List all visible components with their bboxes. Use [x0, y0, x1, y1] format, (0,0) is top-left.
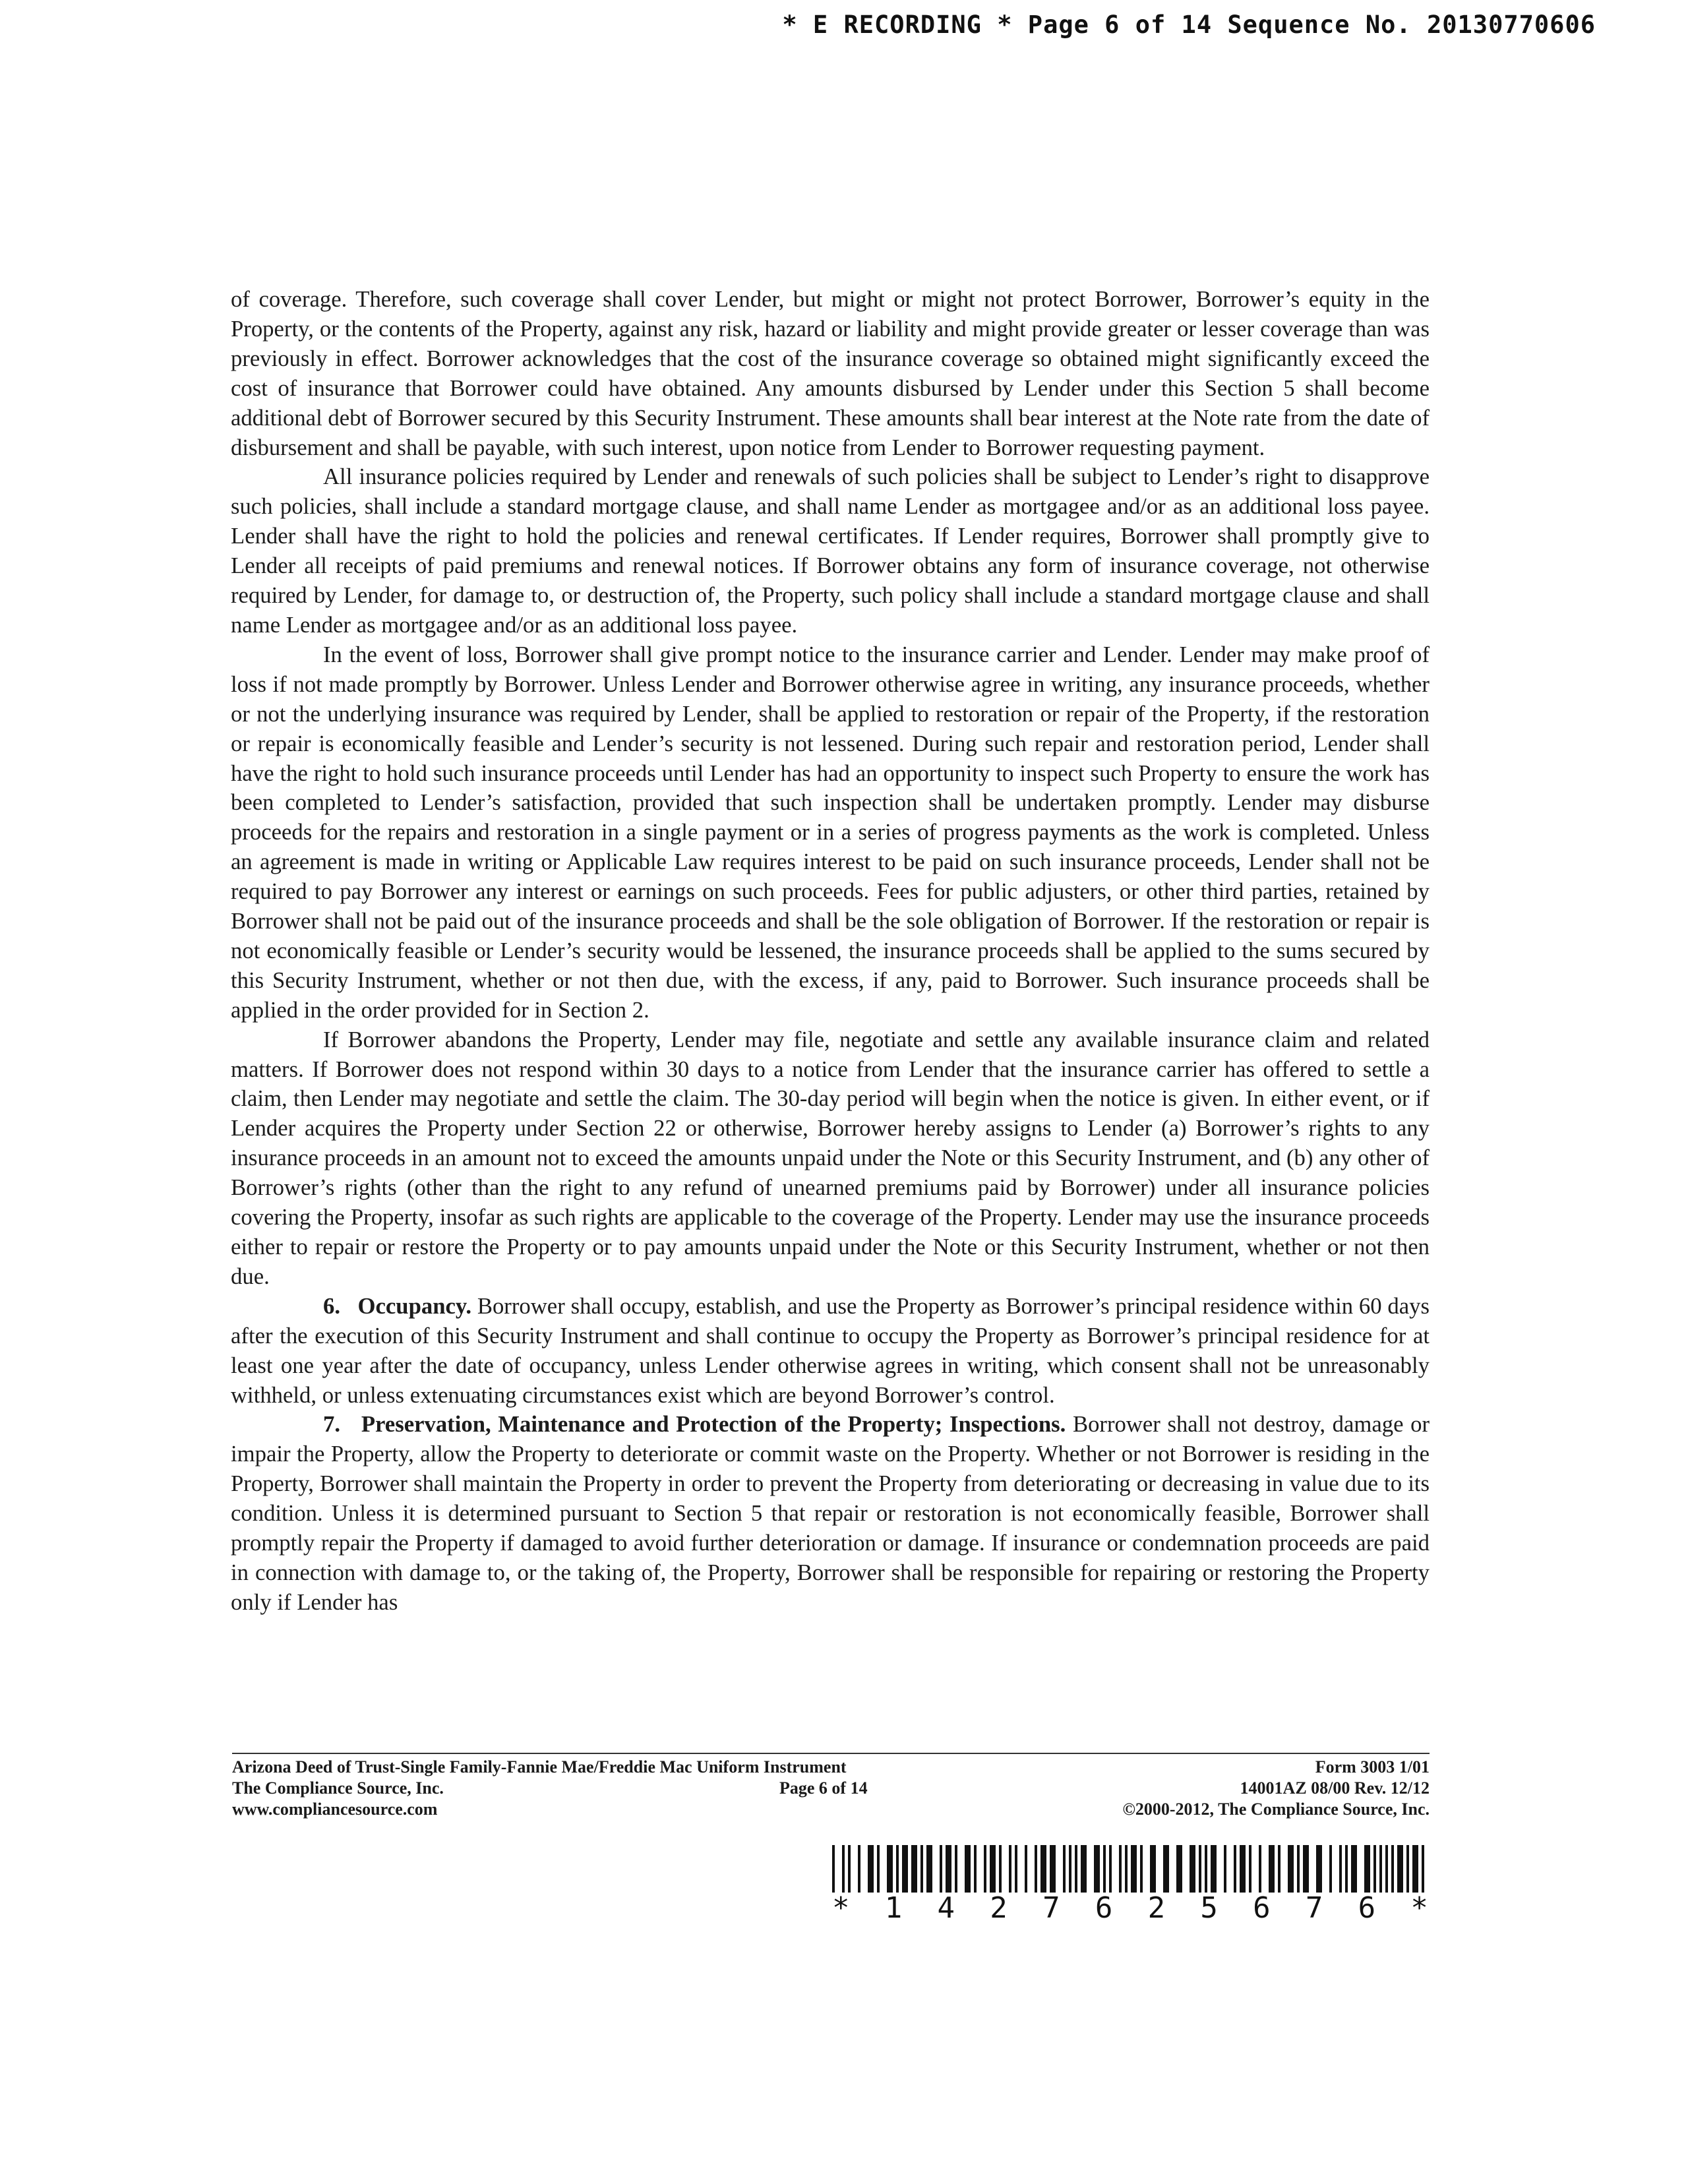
barcode-char: * [832, 1891, 850, 1925]
document-body [231, 285, 1430, 1618]
section-7-text: Borrower shall not destroy, damage or impair the Property, allow the Property to deteriorate or commit waste on the Property. Whether or not Borrower is residing in the Property, Borrower shall maintain the Property in order to prevent the Property from deteriorating or decreasing in value due to its condition. Unless it is determined pursuant to Section 5 that repair or restoration is not economically feasible, Borrower shall promptly repair the Property if damaged to avoid further deterioration or damage. If insurance or condemnation proceeds are paid in connection with damage to, or the taking of, the Property, Borrower shall be responsible for repairing or restoring the Property only if Lender has [231, 1411, 1430, 1615]
recording-header: * E RECORDING * Page 6 of 14 Sequence No. 20130770606 [782, 11, 1596, 39]
barcode-char: 6 [1358, 1891, 1376, 1925]
footer-website: www.compliancesource.com [232, 1800, 438, 1819]
paragraph-coverage: of coverage. Therefore, such coverage shall cover Lender, but might or might not protect Borrower, Borrower’s equity in the Property, or the contents of the Property, against any risk, hazard or liability and might provide greater or lesser coverage than was previously in effect. Borrower acknowledges that the cost of the insurance coverage so obtained might significantly exceed the cost of insurance that Borrower could have obtained. Any amounts disbursed by Lender under this Section 5 shall become additional debt of Borrower secured by this Security Instrument. These amounts shall bear interest at the Note rate from the date of disbursement and shall be payable, with such interest, upon notice from Lender to Borrower requesting payment. [231, 286, 1430, 460]
footer-form-number: Form 3003 1/01 [1315, 1757, 1430, 1776]
barcode-char: 5 [1200, 1891, 1218, 1925]
section-6-title: Occupancy. [357, 1292, 471, 1319]
paragraph-abandonment: If Borrower abandons the Property, Lender may file, negotiate and settle any available insurance claim and related matters. If Borrower does not respond within 30 days to a notice from Lender that the insurance carrier has offered to settle a claim, then Lender may negotiate and settle the claim. The 30-day period will begin when the notice is given. In either event, or if Lender acquires the Property under Section 22 or otherwise, Borrower hereby assigns to Lender (a) Borrower’s rights to any insurance proceeds in an amount not to exceed the amounts unpaid under the Note or this Security Instrument, and (b) any other of Borrower’s rights (other than the right to any refund of unearned premiums paid by Borrower) under all insurance policies covering the Property, insofar as such rights are applicable to the coverage of the Property. Lender may use the insurance proceeds either to repair or restore the Property or to pay amounts unpaid under the Note or this Security Instrument, whether or not then due. [231, 1026, 1430, 1289]
form-footer [232, 1757, 1430, 1820]
barcode-image [832, 1845, 1428, 1893]
barcode-char: * [1410, 1891, 1428, 1925]
paragraph-insurance-policies: All insurance policies required by Lender and renewals of such policies shall be subject to Lender’s right to disapprove such policies, shall include a standard mortgage clause, and shall name Lender as mortgagee and/or as an additional loss payee. Lender shall have the right to hold the policies and renewal certificates. If Lender requires, Borrower shall promptly give to Lender all receipts of paid premiums and renewal notices. If Borrower obtains any form of insurance coverage, not otherwise required by Lender, for damage to, or destruction of, the Property, such policy shall include a standard mortgage clause and shall name Lender as mortgagee and/or as an additional loss payee. [231, 464, 1430, 638]
section-6-number: 6. [323, 1292, 341, 1319]
section-7-preservation [231, 1410, 1430, 1617]
barcode-char: 4 [937, 1891, 955, 1925]
footer-copyright: ©2000-2012, The Compliance Source, Inc. [1122, 1800, 1430, 1819]
barcode-char: 6 [1095, 1891, 1113, 1925]
section-7-number: 7. [323, 1411, 341, 1438]
section-7-title: Preservation, Maintenance and Protection of the Property; Inspections. [361, 1411, 1066, 1438]
barcode-human-readable [832, 1891, 1428, 1925]
barcode-char: 6 [1253, 1891, 1271, 1925]
footer-company: The Compliance Source, Inc. [232, 1778, 444, 1798]
barcode-char: 7 [1305, 1891, 1323, 1925]
barcode-char: 2 [990, 1891, 1008, 1925]
footer-divider [232, 1753, 1430, 1754]
footer-revision: 14001AZ 08/00 Rev. 12/12 [1240, 1778, 1430, 1798]
footer-form-title: Arizona Deed of Trust-Single Family-Fannie Mae/Freddie Mac Uniform Instrument [232, 1757, 847, 1776]
paragraph-event-of-loss: In the event of loss, Borrower shall give prompt notice to the insurance carrier and Lender. Lender may make proof of loss if not made promptly by Borrower. Unless Lender and Borrower otherwise agree in writing, any insurance proceeds, whether or not the underlying insurance was required by Lender, shall be applied to restoration or repair of the Property, if the restoration or repair is economically feasible and Lender’s security is not lessened. During such repair and restoration period, Lender shall have the right to hold such insurance proceeds until Lender has had an opportunity to inspect such Property to ensure the work has been completed to Lender’s satisfaction, provided that such inspection shall be undertaken promptly. Lender may disburse proceeds for the repairs and restoration in a single payment or in a series of progress payments as the work is completed. Unless an agreement is made in writing or Applicable Law requires interest to be paid on such insurance proceeds, Lender shall not be required to pay Borrower any interest or earnings on such proceeds. Fees for public adjusters, or other third parties, retained by Borrower shall not be paid out of the insurance proceeds and shall be the sole obligation of Borrower. If the restoration or repair is not economically feasible or Lender’s security would be lessened, the insurance proceeds shall be applied to the sums secured by this Security Instrument, whether or not then due, with the excess, if any, paid to Borrower. Such insurance proceeds shall be applied in the order provided for in Section 2. [231, 641, 1430, 1023]
barcode-char: 7 [1042, 1891, 1060, 1925]
barcode-char: 1 [884, 1891, 903, 1925]
footer-page-number: Page 6 of 14 [779, 1778, 868, 1798]
barcode-char: 2 [1147, 1891, 1166, 1925]
section-6-text: Borrower shall occupy, establish, and use the Property as Borrower’s principal residence within 60 days after the execution of this Security Instrument and shall continue to occupy the Property as Borrower’s principal residence for at least one year after the date of occupancy, unless Lender otherwise agrees in writing, which consent shall not be unreasonably withheld, or unless extenuating circumstances exist which are beyond Borrower’s control. [231, 1292, 1430, 1408]
section-6-occupancy [231, 1292, 1430, 1410]
